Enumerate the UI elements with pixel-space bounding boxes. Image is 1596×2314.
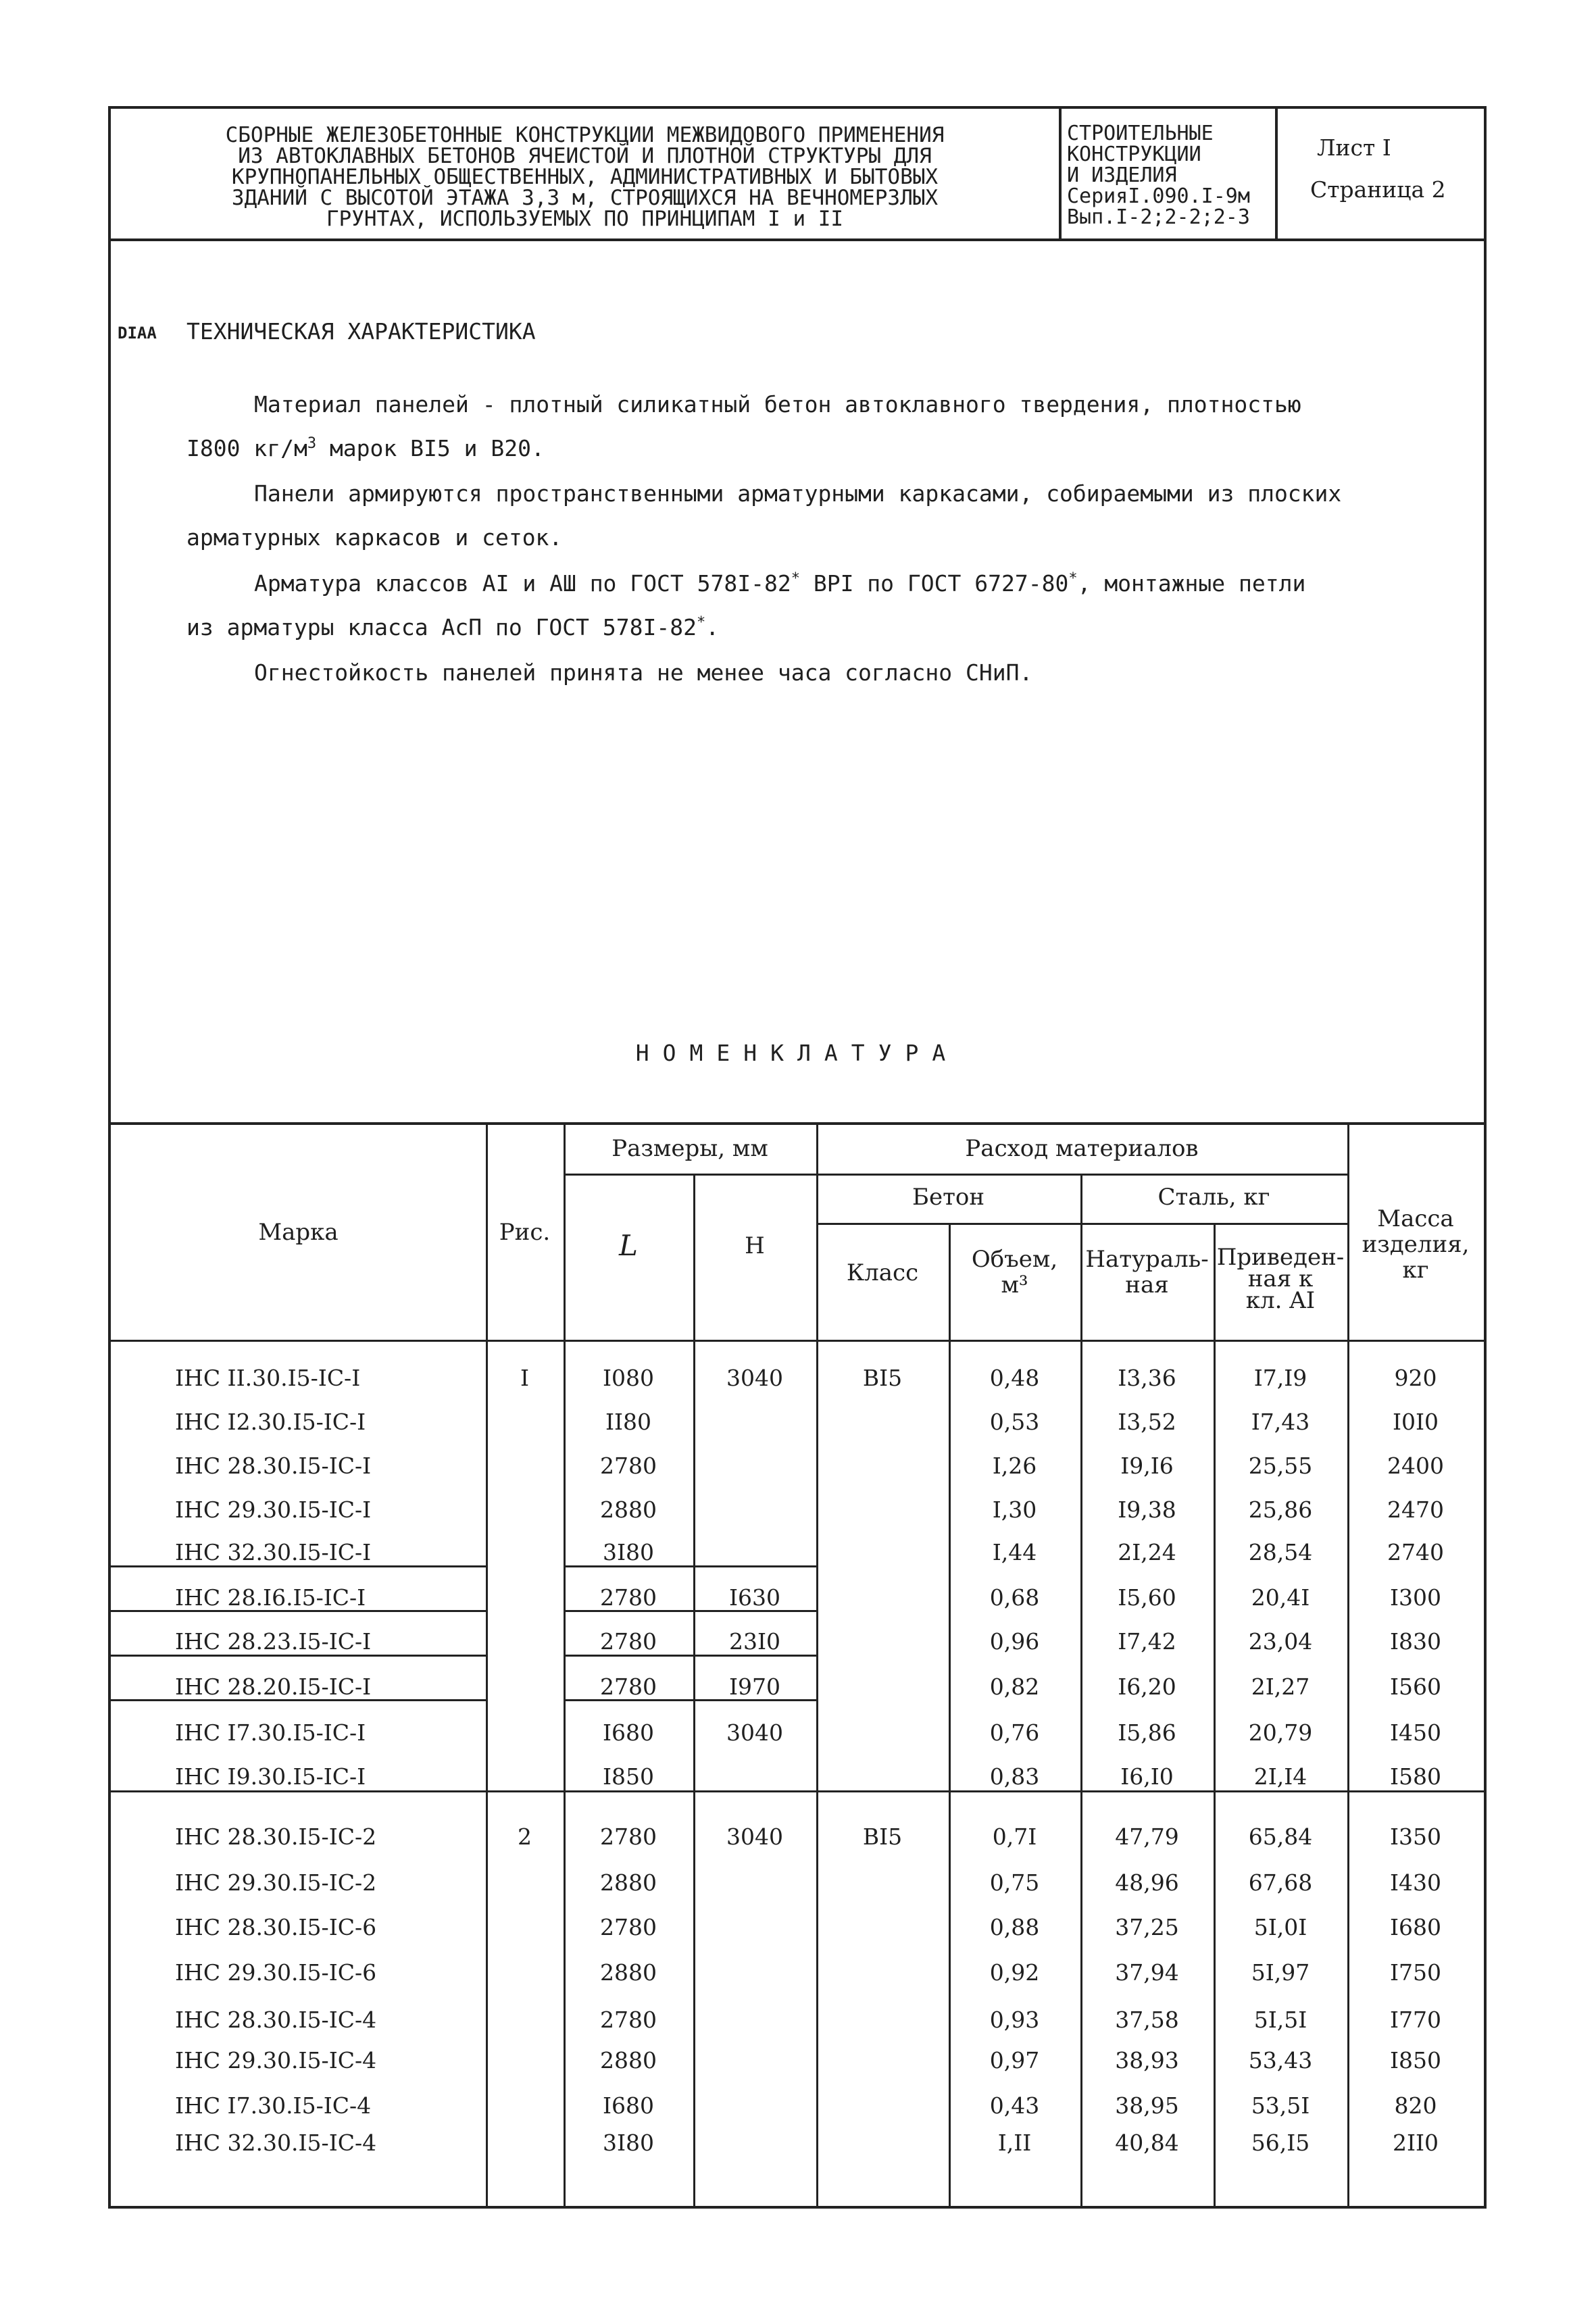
cell-mass: I830 <box>1389 1628 1442 1655</box>
header-mass <box>1347 1206 1484 1283</box>
cell-mass: I680 <box>1389 1914 1442 1940</box>
header-H: H <box>745 1232 765 1259</box>
cell-L: I850 <box>602 1763 655 1790</box>
cell-mass: 2740 <box>1387 1539 1444 1565</box>
paragraph-line: арматурных каркасов и сеток. <box>186 524 563 551</box>
cell-vol: 0,83 <box>989 1763 1040 1790</box>
cell-vol: 0,7I <box>992 1823 1037 1850</box>
cell-mark: IНС I2.30.I5-IC-I <box>175 1409 366 1435</box>
cell-red: 53,5I <box>1251 2092 1310 2119</box>
cell-L: 2780 <box>600 1628 657 1655</box>
cell-nat: I5,60 <box>1118 1584 1176 1611</box>
title-line: ЗДАНИЙ С ВЫСОТОЙ ЭТАЖА 3,3 м, СТРОЯЩИХСЯ НА ВЕЧНОМЕРЗЛЫХ <box>231 186 939 210</box>
text-span: . <box>705 614 720 640</box>
cell-red: 25,86 <box>1248 1496 1313 1523</box>
cell-red: 2I,27 <box>1251 1674 1310 1700</box>
header-volume-line: Объем, <box>971 1246 1058 1273</box>
sheet-label: Лист I <box>1317 134 1391 161</box>
row-group-divider <box>111 1655 486 1657</box>
cell-red: 25,55 <box>1248 1453 1313 1479</box>
cell-L: I080 <box>602 1365 655 1391</box>
cell-mark: IНС 28.30.I5-IC-2 <box>175 1823 377 1850</box>
cell-vol: I,26 <box>992 1453 1037 1479</box>
superscript: * <box>1068 570 1078 587</box>
header-mass-line: Масса <box>1377 1205 1454 1232</box>
title-block-name <box>111 109 1062 238</box>
header-natural-line: ная <box>1125 1272 1169 1299</box>
header-L: L <box>619 1229 638 1262</box>
cell-red: 56,I5 <box>1251 2130 1310 2156</box>
cell-mark: IНС 29.30.I5-IC-4 <box>175 2047 377 2073</box>
cell-vol: 0,96 <box>989 1628 1040 1655</box>
header-class: Класс <box>846 1259 919 1286</box>
cell-vol: 0,76 <box>989 1719 1040 1746</box>
cell-vol: 0,82 <box>989 1674 1040 1700</box>
title-line: ИЗ АВТОКЛАВНЫХ БЕТОНОВ ЯЧЕИСТОЙ И ПЛОТНОЙ СТРУКТУРЫ ДЛЯ <box>238 144 932 168</box>
cell-mark: IНС I7.30.I5-IC-I <box>175 1719 366 1746</box>
nomenclature-table <box>111 1122 1484 2209</box>
cell-mass: I850 <box>1389 2047 1442 2073</box>
cell-H: I970 <box>728 1674 781 1700</box>
cell-vol: 0,53 <box>989 1409 1040 1435</box>
cell-L: 2880 <box>600 1959 657 1986</box>
cell-vol: 0,68 <box>989 1584 1040 1611</box>
cell-class: BI5 <box>862 1365 903 1391</box>
nomenclature-heading: НОМЕНКЛАТУРА <box>635 1040 959 1066</box>
cell-nat: 37,25 <box>1115 1914 1179 1940</box>
cell-red: 5I,5I <box>1253 2007 1307 2033</box>
cell-L: 2880 <box>600 2047 657 2073</box>
cell-nat: 48,96 <box>1115 1869 1179 1896</box>
header-reduced-line: кл. AI <box>1245 1287 1316 1314</box>
cell-red: 2I,I4 <box>1253 1763 1307 1790</box>
cell-red: 28,54 <box>1248 1539 1313 1565</box>
cell-nat: I5,86 <box>1118 1719 1176 1746</box>
paragraph-line <box>186 435 545 461</box>
header-natural-line: Натураль- <box>1085 1246 1209 1273</box>
cell-mark: IНС 29.30.I5-IC-6 <box>175 1959 377 1986</box>
cell-L: I680 <box>602 2092 655 2119</box>
cell-nat: I7,42 <box>1118 1628 1176 1655</box>
cell-H: I630 <box>728 1584 781 1611</box>
cell-red: I7,I9 <box>1253 1365 1307 1391</box>
cell-mass: I580 <box>1389 1763 1442 1790</box>
cell-nat: I9,38 <box>1118 1496 1176 1523</box>
cell-red: 5I,97 <box>1251 1959 1310 1986</box>
cell-fig: I <box>520 1365 530 1391</box>
cell-L: II80 <box>605 1409 652 1435</box>
cell-L: 2780 <box>600 1674 657 1700</box>
header-consumption: Расход материалов <box>965 1135 1199 1162</box>
header-divider <box>564 1174 1347 1176</box>
cell-red: I7,43 <box>1251 1409 1310 1435</box>
header-volume <box>949 1247 1080 1298</box>
cell-vol: I,30 <box>992 1496 1037 1523</box>
cell-H: 23I0 <box>728 1628 781 1655</box>
cell-red: 65,84 <box>1248 1823 1313 1850</box>
title-block <box>111 109 1484 241</box>
paragraph-line: Панели армируются пространственными арматурными каркасами, собираемыми из плоских <box>254 480 1342 507</box>
column-divider <box>564 1125 566 2206</box>
cell-mass: 820 <box>1394 2092 1437 2119</box>
cell-red: 67,68 <box>1248 1869 1313 1896</box>
cell-mark: IНС 28.30.I5-IC-4 <box>175 2007 377 2033</box>
cell-mark: IНС 28.23.I5-IC-I <box>175 1628 372 1655</box>
cell-mass: 2470 <box>1387 1496 1444 1523</box>
cell-mark: IНС 28.30.I5-IC-6 <box>175 1914 377 1940</box>
cell-vol: I,II <box>997 2130 1032 2156</box>
cell-mark: IНС 29.30.I5-IC-I <box>175 1496 372 1523</box>
superscript: 3 <box>307 435 317 452</box>
cell-mass: I350 <box>1389 1823 1442 1850</box>
header-natural <box>1080 1247 1214 1298</box>
cell-class: BI5 <box>862 1823 903 1850</box>
cell-nat: 38,93 <box>1115 2047 1179 2073</box>
superscript: * <box>791 570 800 587</box>
series-line: И ИЗДЕЛИЯ <box>1067 164 1177 187</box>
row-group-divider <box>111 1790 1484 1792</box>
cell-mass: I450 <box>1389 1719 1442 1746</box>
cell-nat: I9,I6 <box>1120 1453 1174 1479</box>
cell-nat: 37,58 <box>1115 2007 1179 2033</box>
cell-vol: 0,97 <box>989 2047 1040 2073</box>
header-divider <box>111 1340 1484 1342</box>
text-span: марок BI5 и B20. <box>316 435 545 461</box>
header-fig: Рис. <box>499 1219 551 1246</box>
cell-mass: I0I0 <box>1392 1409 1439 1435</box>
cell-red: 23,04 <box>1248 1628 1313 1655</box>
cell-H: 3040 <box>726 1823 783 1850</box>
cell-L: 2780 <box>600 1453 657 1479</box>
series-line: СТРОИТЕЛЬНЫЕ <box>1067 122 1214 145</box>
cell-L: 2880 <box>600 1496 657 1523</box>
cell-vol: 0,93 <box>989 2007 1040 2033</box>
cell-nat: 37,94 <box>1115 1959 1179 1986</box>
cell-mark: IНС 28.30.I5-IC-I <box>175 1453 372 1479</box>
cell-mass: 2II0 <box>1392 2130 1439 2156</box>
cell-L: 3I80 <box>602 1539 655 1565</box>
header-concrete: Бетон <box>912 1184 985 1211</box>
cell-nat: 38,95 <box>1115 2092 1179 2119</box>
cell-mark: IНС 29.30.I5-IC-2 <box>175 1869 377 1896</box>
cell-nat: I6,20 <box>1118 1674 1176 1700</box>
row-group-divider <box>111 1565 486 1567</box>
column-divider <box>816 1125 818 2206</box>
cell-mass: I560 <box>1389 1674 1442 1700</box>
section-heading: ТЕХНИЧЕСКАЯ ХАРАКТЕРИСТИКА <box>186 318 536 345</box>
text-span: I800 кг/м <box>186 435 307 461</box>
cell-red: 5I,0I <box>1253 1914 1307 1940</box>
series-line: КОНСТРУКЦИИ <box>1067 143 1201 166</box>
cell-L: 2780 <box>600 1584 657 1611</box>
header-steel: Сталь, кг <box>1157 1184 1270 1211</box>
cell-vol: 0,92 <box>989 1959 1040 1986</box>
cell-mass: I300 <box>1389 1584 1442 1611</box>
cell-nat: 47,79 <box>1115 1823 1179 1850</box>
stamp-text: DIAA <box>118 324 157 343</box>
cell-mass: 2400 <box>1387 1453 1444 1479</box>
drawing-sheet <box>108 106 1487 2209</box>
title-line: СБОРНЫЕ ЖЕЛЕЗОБЕТОННЫЕ КОНСТРУКЦИИ МЕЖВИДОВОГО ПРИМЕНЕНИЯ <box>225 123 945 147</box>
paragraph-line <box>254 570 1305 597</box>
superscript: * <box>696 614 706 631</box>
cell-nat: I6,I0 <box>1120 1763 1174 1790</box>
cell-mass: 920 <box>1394 1365 1437 1391</box>
cell-H: 3040 <box>726 1719 783 1746</box>
cell-mark: IНС I7.30.I5-IC-4 <box>175 2092 372 2119</box>
series-line: Вып.I-2;2-2;2-3 <box>1067 205 1250 229</box>
header-sizes: Размеры, мм <box>612 1135 768 1162</box>
header-mass-line: изделия, <box>1362 1231 1470 1258</box>
cell-L: 3I80 <box>602 2130 655 2156</box>
cell-L: 2780 <box>600 2007 657 2033</box>
row-group-divider <box>564 1655 816 1657</box>
cell-nat: 2I,24 <box>1118 1539 1176 1565</box>
text-span: из арматуры класса AсП по ГОСТ 578I-82 <box>186 614 697 640</box>
cell-vol: 0,48 <box>989 1365 1040 1391</box>
cell-vol: I,44 <box>992 1539 1037 1565</box>
row-group-divider <box>564 1565 816 1567</box>
header-reduced-line: ная к <box>1247 1265 1314 1292</box>
cell-red: 53,43 <box>1248 2047 1313 2073</box>
series-block <box>1062 109 1278 238</box>
header-volume-unit: м³ <box>1001 1272 1028 1299</box>
cell-fig: 2 <box>518 1823 532 1850</box>
header-mass-line: кг <box>1402 1257 1429 1284</box>
paragraph-line: Материал панелей - плотный силикатный бетон автоклавного твердения, плотностью <box>254 391 1301 418</box>
cell-mark: IНС I9.30.I5-IC-I <box>175 1763 366 1790</box>
column-divider <box>486 1125 488 2206</box>
cell-L: I680 <box>602 1719 655 1746</box>
cell-L: 2780 <box>600 1823 657 1850</box>
cell-vol: 0,43 <box>989 2092 1040 2119</box>
cell-mark: IНС II.30.I5-IC-I <box>175 1365 361 1391</box>
cell-H: 3040 <box>726 1365 783 1391</box>
header-mark: Марка <box>258 1219 339 1246</box>
header-reduced-line: Приведен- <box>1216 1244 1345 1271</box>
cell-L: 2780 <box>600 1914 657 1940</box>
header-reduced <box>1214 1244 1347 1314</box>
column-divider <box>1347 1125 1349 2206</box>
cell-nat: I3,52 <box>1118 1409 1176 1435</box>
cell-mark: IНС 32.30.I5-IC-I <box>175 1539 372 1565</box>
cell-mark: IНС 28.20.I5-IC-I <box>175 1674 372 1700</box>
title-line: КРУПНОПАНЕЛЬНЫХ ОБЩЕСТВЕННЫХ, АДМИНИСТРАТИВНЫХ И БЫТОВЫХ <box>231 165 939 189</box>
cell-mark: IНС 32.30.I5-IC-4 <box>175 2130 377 2156</box>
cell-mark: IНС 28.I6.I5-IC-I <box>175 1584 366 1611</box>
cell-red: 20,4I <box>1251 1584 1310 1611</box>
cell-vol: 0,75 <box>989 1869 1040 1896</box>
cell-red: 20,79 <box>1248 1719 1313 1746</box>
series-line: СерияI.090.I-9м <box>1067 184 1250 208</box>
text-span: Арматура классов AI и AШ по ГОСТ 578I-82 <box>254 570 791 597</box>
paragraph-line: Огнестойкость панелей принята не менее часа согласно СНиП. <box>254 659 1033 686</box>
cell-mass: I750 <box>1389 1959 1442 1986</box>
text-span: , монтажные петли <box>1077 570 1306 597</box>
page-label: Страница 2 <box>1310 176 1446 203</box>
cell-mass: I770 <box>1389 2007 1442 2033</box>
cell-nat: I3,36 <box>1118 1365 1176 1391</box>
cell-nat: 40,84 <box>1115 2130 1179 2156</box>
cell-L: 2880 <box>600 1869 657 1896</box>
paragraph-line <box>186 614 719 640</box>
cell-vol: 0,88 <box>989 1914 1040 1940</box>
title-line: ГРУНТАХ, ИСПОЛЬЗУЕМЫХ ПО ПРИНЦИПАМ I и II <box>326 207 844 231</box>
text-span: BPI по ГОСТ 6727-80 <box>799 570 1069 597</box>
header-divider <box>816 1223 1347 1225</box>
cell-mass: I430 <box>1389 1869 1442 1896</box>
